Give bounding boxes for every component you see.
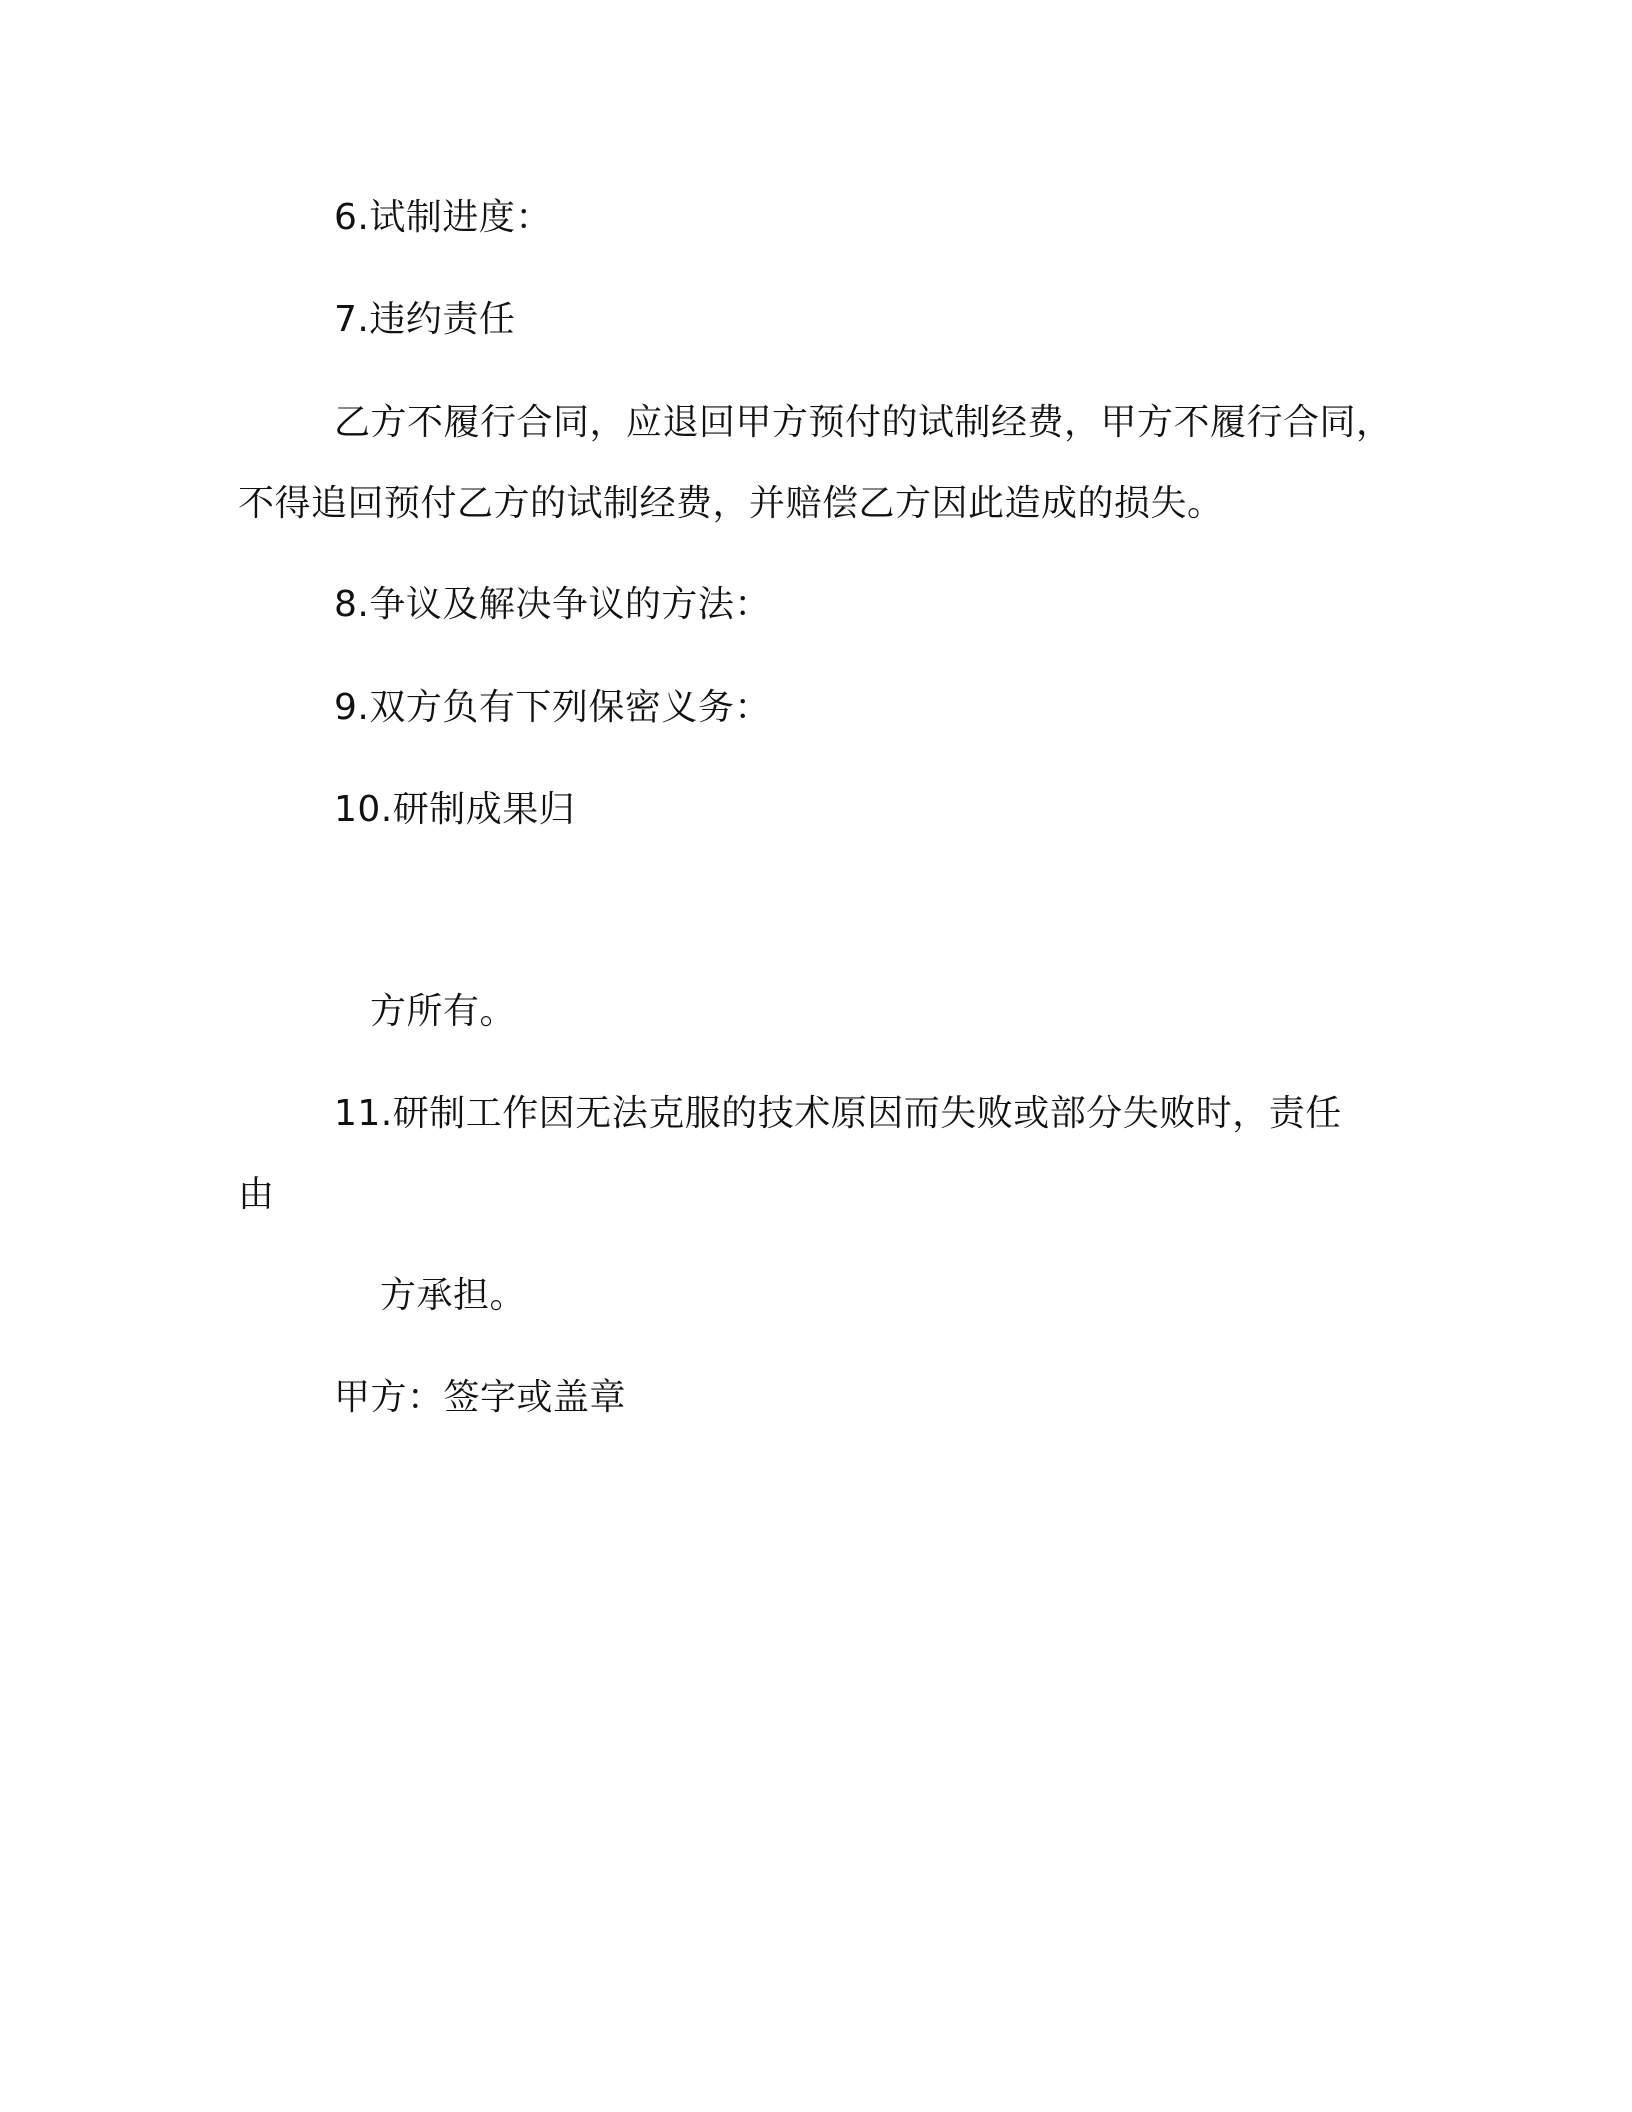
clause-8-heading: 8.争议及解决争议的方法： [334,584,771,625]
clause-11-text-line-1: 11.研制工作因无法克服的技术原因而失败或部分失败时，责任 [334,1093,1342,1134]
clause-7-text-line-2: 不得追回预付乙方的试制经费，并赔偿乙方因此造成的损失。 [238,483,1224,524]
clause-10-continuation: 方所有。 [370,991,517,1032]
party-a-signature-line: 甲方：签字或盖章 [334,1377,627,1418]
clause-6-heading: 6.试制进度： [334,197,552,238]
clause-7-text-line-1: 乙方不履行合同，应退回甲方预付的试制经费，甲方不履行合同， [334,402,1393,443]
clause-9-heading: 9.双方负有下列保密义务： [334,687,771,728]
clause-10-heading: 10.研制成果归 [334,789,576,830]
clause-11-text-line-2: 由 [238,1174,275,1215]
clause-11-continuation: 方承担。 [380,1275,527,1316]
clause-7-heading: 7.违约责任 [334,299,516,340]
